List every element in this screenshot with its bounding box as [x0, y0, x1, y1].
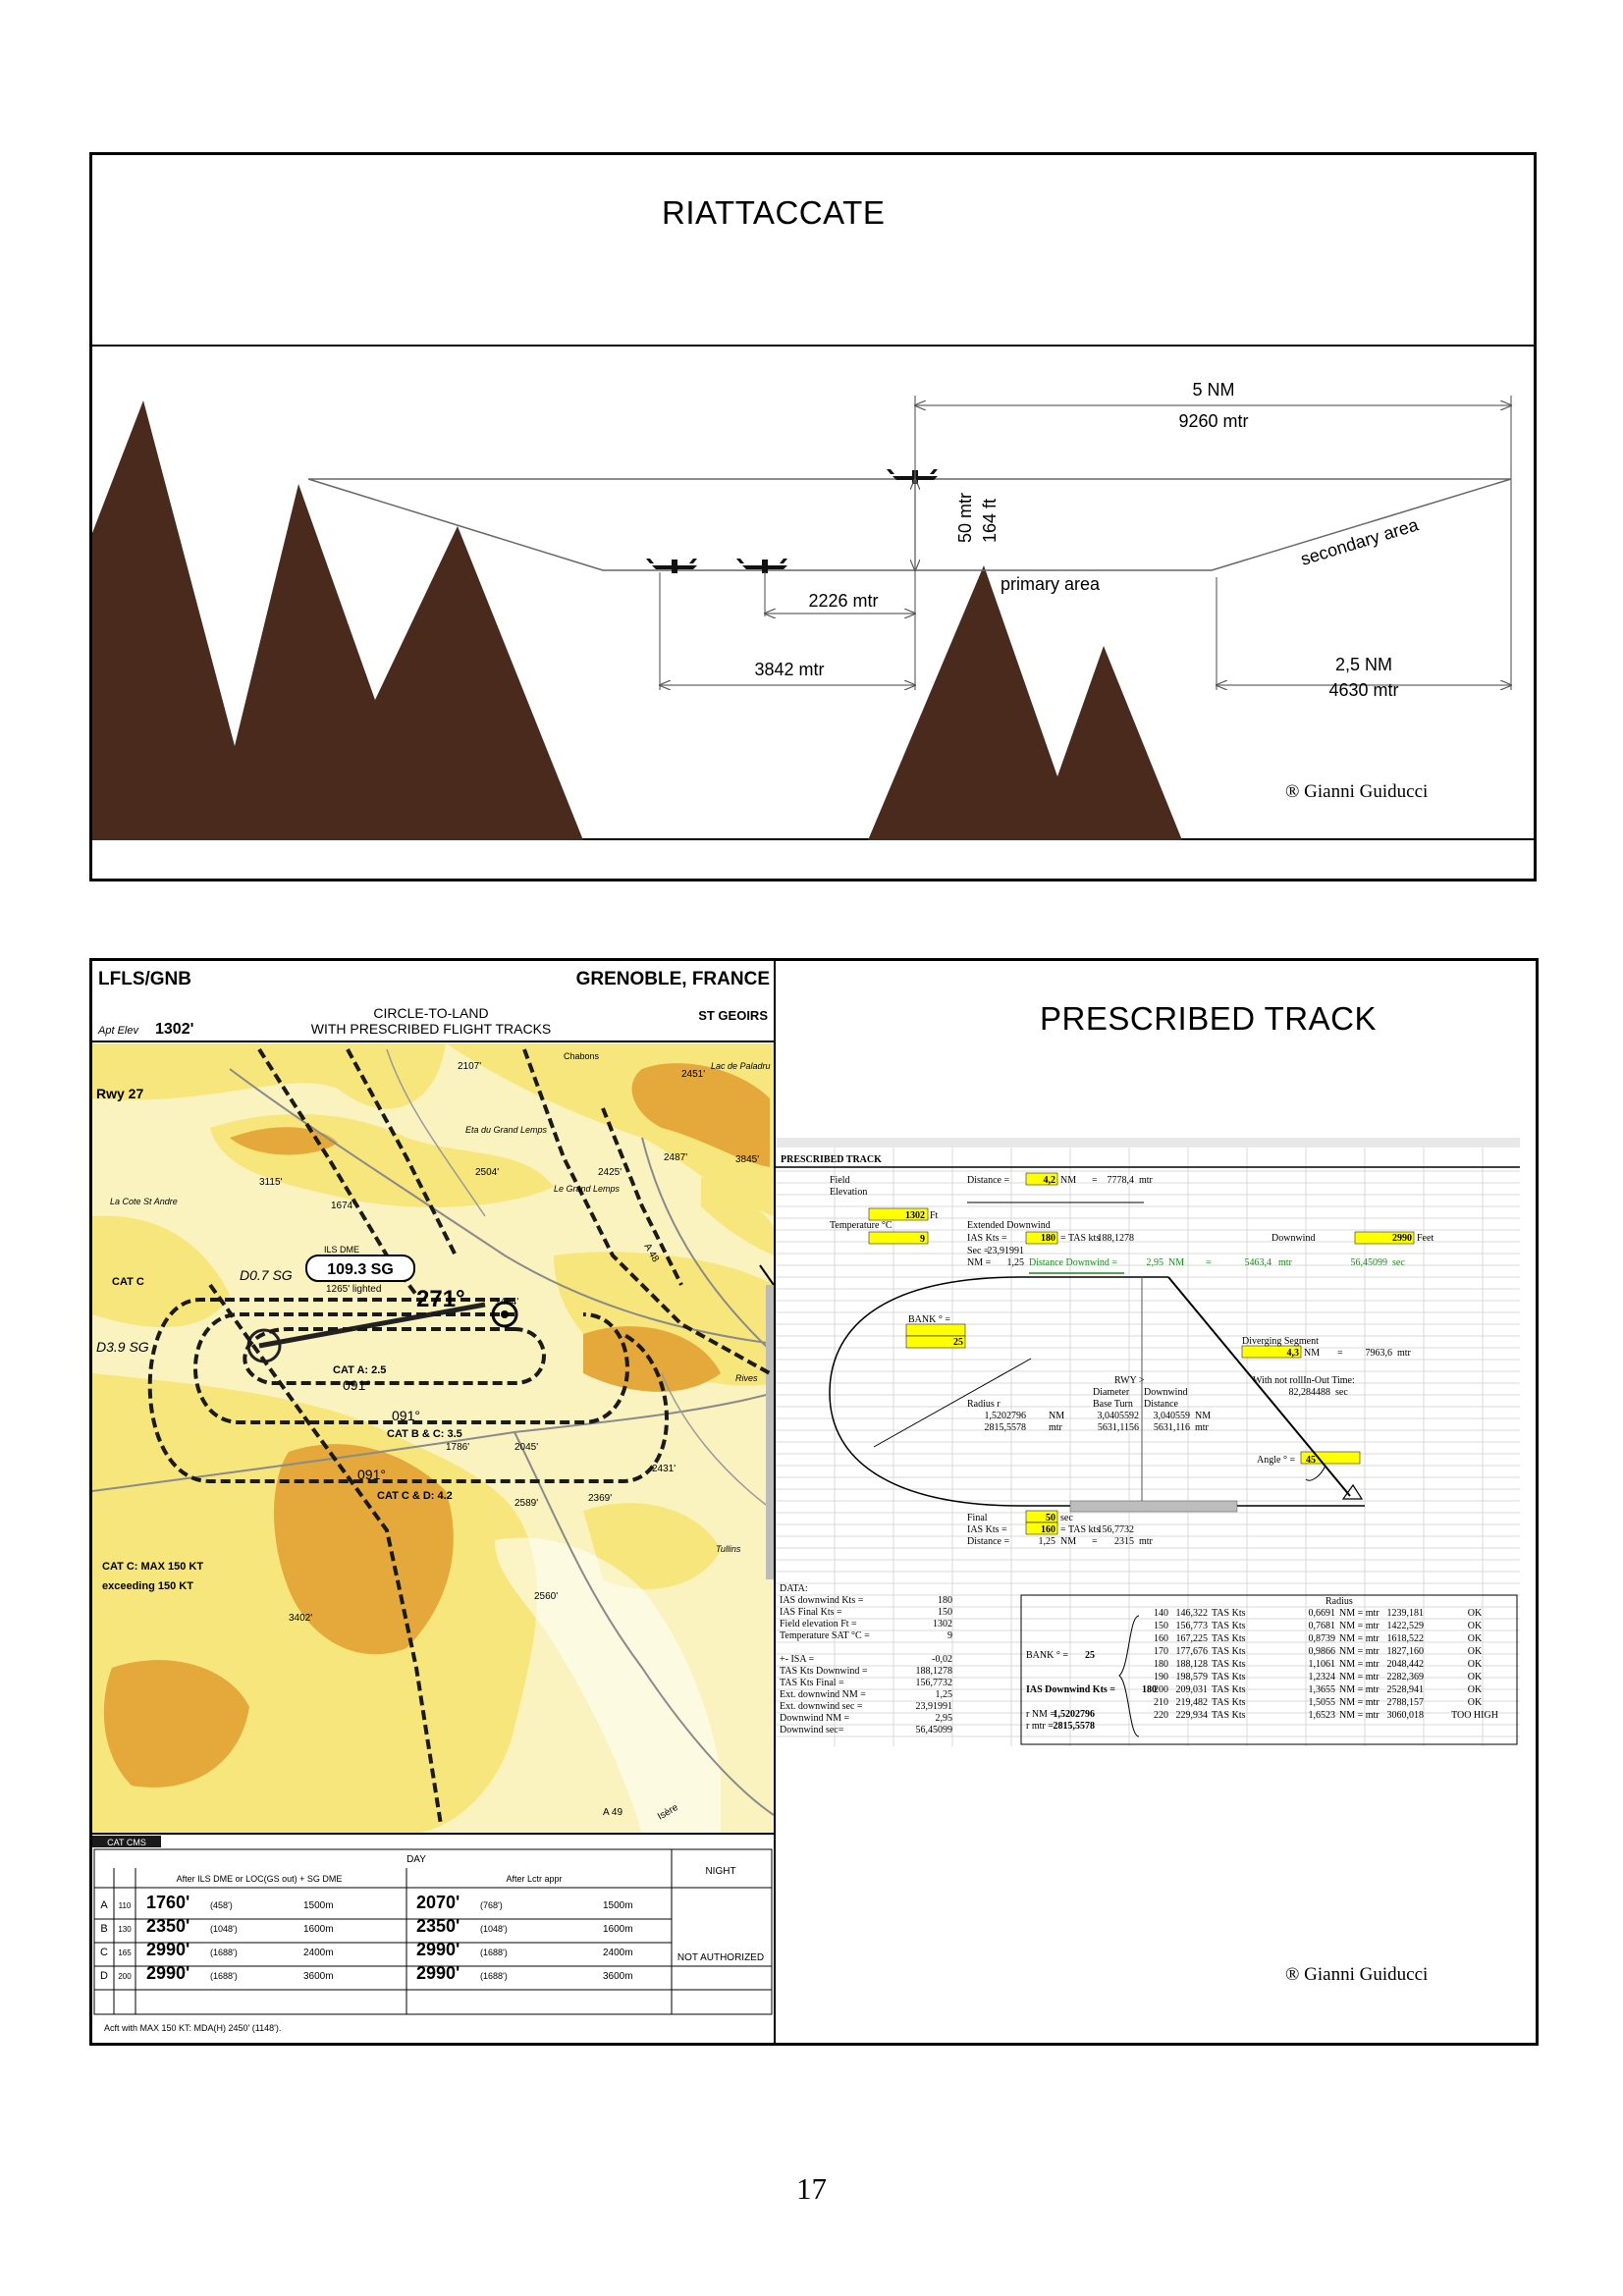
elev-2425: 2425' — [598, 1167, 622, 1178]
data-value: 56,45099 — [915, 1725, 952, 1735]
min-h1: (1048') — [210, 1924, 238, 1934]
not-authorized: NOT AUTHORIZED — [676, 1952, 765, 1963]
sh-downwind-ft: 2990 — [1392, 1233, 1412, 1244]
radius-nm-mtr: NM = mtr — [1339, 1684, 1380, 1695]
sh-div-eq: = — [1337, 1348, 1343, 1359]
sh-final: Final — [967, 1513, 988, 1523]
min-mda1: 2990' — [146, 1963, 190, 1983]
sh-dwd-mtr: 5631,116 — [1153, 1422, 1190, 1433]
sh-angle-value: 45 — [1306, 1455, 1316, 1466]
data-value: 1,25 — [935, 1689, 952, 1700]
radius-mtr: 1422,529 — [1386, 1621, 1424, 1631]
min-cat: C — [100, 1947, 108, 1958]
sh-diam-mtr: 5631,1156 — [1097, 1422, 1139, 1433]
min-mda2: 2070' — [416, 1893, 460, 1912]
sh-downwind: Downwind — [1271, 1233, 1316, 1244]
radius-nm-mtr: NM = mtr — [1339, 1608, 1380, 1619]
min-mda1: 1760' — [146, 1893, 190, 1912]
sh-sec-label: Sec = — [967, 1246, 990, 1256]
radius-mtr: 2048,442 — [1386, 1659, 1424, 1670]
min-h1: (1688') — [210, 1948, 238, 1957]
dim-50mtr-label: 50 mtr — [955, 492, 975, 543]
sh-dd-sec-unit: sec — [1392, 1257, 1405, 1268]
min-vis1: 1600m — [303, 1924, 334, 1935]
radius-status: TOO HIGH — [1451, 1710, 1498, 1721]
radius-status: OK — [1467, 1672, 1483, 1682]
elev-2451: 2451' — [681, 1069, 706, 1080]
sh-nm-value: 1,25 — [1006, 1257, 1024, 1268]
chart-subtitle2: WITH PRESCRIBED FLIGHT TRACKS — [310, 1021, 552, 1037]
radius-unit: TAS Kts — [1212, 1621, 1246, 1631]
sh-dist-downwind: Distance Downwind = — [1029, 1257, 1118, 1268]
radius-ias: 210 — [1154, 1697, 1168, 1708]
secondary-area-label: secondary area — [1298, 514, 1421, 569]
data-value: 2,95 — [935, 1713, 952, 1724]
radius-ias: 180 — [1154, 1659, 1168, 1670]
sh-angle: Angle ° = — [1257, 1455, 1296, 1466]
elev-3402: 3402' — [289, 1613, 313, 1624]
sh-tas-kts: = TAS kts — [1060, 1233, 1101, 1244]
radius-mtr: 2788,157 — [1386, 1697, 1424, 1708]
town-chabons: Chabons — [564, 1051, 600, 1061]
elev-2369: 2369' — [588, 1493, 613, 1504]
radius-ias: 190 — [1154, 1672, 1168, 1682]
data-value: 1302 — [933, 1619, 952, 1629]
radius-mtr: 3060,018 — [1386, 1710, 1424, 1721]
sh-feet: Feet — [1417, 1233, 1434, 1244]
road-a48: A 48 — [641, 1242, 661, 1264]
st-geoirs: ST GEOIRS — [698, 1008, 768, 1023]
radius-status: OK — [1467, 1633, 1483, 1644]
go-around-diagram — [92, 155, 1534, 881]
sh-dd-sec: 56,45099 — [1350, 1257, 1387, 1268]
sh-temp-value: 9 — [920, 1234, 925, 1245]
sh-rwy: RWY > — [1114, 1375, 1145, 1386]
radius-status: OK — [1467, 1684, 1483, 1695]
sh-bank-value: 25 — [953, 1337, 963, 1348]
radius-unit: TAS Kts — [1212, 1659, 1246, 1670]
town-lac: Lac de Paladru — [711, 1061, 771, 1071]
radius-tas: 198,579 — [1175, 1672, 1208, 1682]
sh-elev-unit: Ft — [930, 1210, 939, 1221]
min-cat: B — [100, 1923, 108, 1935]
radius-status: OK — [1467, 1697, 1483, 1708]
radius-mtr: 2528,941 — [1386, 1684, 1424, 1695]
cat-bc-label: CAT B & C: 3.5 — [387, 1428, 462, 1440]
radius-status: OK — [1467, 1659, 1483, 1670]
sh-r-nm-unit: NM — [1049, 1411, 1065, 1421]
sh-dd-nm-unit: NM — [1168, 1257, 1185, 1268]
sh-final-nm: 1,25 — [1038, 1536, 1055, 1547]
sheet-heading: PRESCRIBED TRACK — [781, 1154, 882, 1165]
apt-elev-value: 1302' — [155, 1021, 194, 1038]
sh-base-turn: Base Turn — [1093, 1399, 1133, 1410]
sh-dw-distance: Distance — [1144, 1399, 1178, 1410]
elev-3845: 3845' — [735, 1154, 760, 1165]
radius-tas: 167,225 — [1175, 1633, 1208, 1644]
radius-nm-mtr: NM = mtr — [1339, 1672, 1380, 1682]
sh-with-not: With not rollIn-Out Time: — [1253, 1375, 1355, 1386]
radius-unit: TAS Kts — [1212, 1672, 1246, 1682]
radius-unit: TAS Kts — [1212, 1646, 1246, 1657]
dim-4630-label: 4630 mtr — [1328, 680, 1399, 700]
cat-cd-label: CAT C & D: 4.2 — [377, 1490, 453, 1502]
min-footnote: Acft with MAX 150 KT: MDA(H) 2450' (1148'). — [104, 2023, 282, 2033]
radius-status: OK — [1467, 1646, 1483, 1657]
radius-tas: 156,773 — [1175, 1621, 1208, 1631]
primary-area-label: primary area — [1001, 574, 1101, 594]
sh-distance-mtr: 7778,4 — [1107, 1175, 1134, 1186]
elev-1674: 1674' — [331, 1201, 355, 1211]
sh-r-nm: 1,5202796 — [984, 1411, 1026, 1421]
radius-nm: 0,8739 — [1308, 1633, 1335, 1644]
radius-unit: TAS Kts — [1212, 1710, 1246, 1721]
sh-data-title: DATA: — [780, 1583, 808, 1594]
town-cote: La Cote St Andre — [110, 1197, 178, 1206]
sh-nm1: NM — [1060, 1175, 1077, 1186]
radius-nm-mtr: NM = mtr — [1339, 1710, 1380, 1721]
note1: CAT C: MAX 150 KT — [102, 1561, 204, 1573]
hdg-091b: 091° — [392, 1408, 420, 1423]
min-cat: A — [100, 1899, 108, 1911]
min-speed: 165 — [118, 1949, 132, 1957]
cat-a-label: CAT A: 2.5 — [333, 1364, 387, 1376]
data-label: TAS Kts Final = — [780, 1678, 844, 1688]
radius-ias: 200 — [1154, 1684, 1168, 1695]
min-mda1: 2350' — [146, 1916, 190, 1936]
radius-status: OK — [1467, 1608, 1483, 1619]
sh-r-mtr: 2815,5578 — [984, 1422, 1026, 1433]
chart-header-left: LFLS/GNB — [98, 969, 191, 989]
sh-bank2-value: 25 — [1085, 1650, 1095, 1661]
sh-final-sec: 50 — [1046, 1513, 1055, 1523]
data-label: Field elevation Ft = — [780, 1619, 857, 1629]
elev-2045: 2045' — [514, 1442, 539, 1453]
data-label: IAS downwind Kts = — [780, 1595, 864, 1606]
radius-nm: 1,2324 — [1308, 1672, 1335, 1682]
dim-2-5nm-label: 2,5 NM — [1334, 655, 1393, 674]
radius-ias: 220 — [1154, 1710, 1168, 1721]
dim-3842-label: 3842 mtr — [754, 660, 825, 679]
min-speed: 200 — [118, 1972, 132, 1981]
sh-final-dist-label: Distance = — [967, 1536, 1010, 1547]
sh-ias-value: 180 — [1041, 1233, 1055, 1244]
elev-2589: 2589' — [514, 1498, 539, 1509]
radius-ias: 170 — [1154, 1646, 1168, 1657]
radius-unit: TAS Kts — [1212, 1608, 1246, 1619]
radius-nm-mtr: NM = mtr — [1339, 1621, 1380, 1631]
radius-mtr: 1618,522 — [1386, 1633, 1424, 1644]
sh-diam-nm: 3,0405592 — [1097, 1411, 1139, 1421]
sh-final-mtr-unit: mtr — [1139, 1536, 1153, 1547]
sh-diameter: Diameter — [1093, 1387, 1130, 1398]
sh-field: Field — [830, 1175, 850, 1186]
sh-tas-value: 188,1278 — [1097, 1233, 1134, 1244]
min-night: NIGHT — [705, 1866, 736, 1877]
data-value: 23,91991 — [915, 1701, 952, 1712]
dim-5nm-label: 5 NM — [1192, 380, 1235, 400]
sh-final-ias: 160 — [1041, 1524, 1055, 1535]
sh-elevation: Elevation — [830, 1187, 868, 1198]
min-mda2: 2990' — [416, 1963, 460, 1983]
sh-dw-downwind: Downwind — [1144, 1387, 1188, 1398]
sh-final-mtr: 2315 — [1114, 1536, 1134, 1547]
radius-mtr: 2282,369 — [1386, 1672, 1424, 1682]
radius-nm-mtr: NM = mtr — [1339, 1646, 1380, 1657]
min-cat: D — [100, 1970, 108, 1982]
sh-final-nm-unit: NM — [1060, 1536, 1077, 1547]
chart-subtitle1: CIRCLE-TO-LAND — [373, 1005, 489, 1021]
sh-elev-value: 1302 — [905, 1210, 925, 1221]
radius-tas: 219,482 — [1175, 1697, 1208, 1708]
sh-rmtr-value: 2815,5578 — [1053, 1721, 1095, 1732]
copyright: ® Gianni Guiducci — [1285, 1964, 1429, 1985]
dim-164ft-label: 164 ft — [980, 498, 1000, 543]
min-after-ils: After ILS DME or LOC(GS out) + SG DME — [176, 1874, 343, 1884]
radius-tas: 177,676 — [1175, 1646, 1208, 1657]
min-vis1: 3600m — [303, 1971, 334, 1982]
radius-tas: 209,031 — [1175, 1684, 1208, 1695]
data-value: 188,1278 — [915, 1666, 952, 1677]
radius-nm: 1,1061 — [1308, 1659, 1335, 1670]
radius-nm: 1,5055 — [1308, 1697, 1335, 1708]
sh-final-eq: = — [1092, 1536, 1098, 1547]
sh-dwd-mtr-unit: mtr — [1195, 1422, 1209, 1433]
town-rives: Rives — [735, 1373, 758, 1383]
elev-1786: 1786' — [446, 1442, 470, 1453]
radius-nm-mtr: NM = mtr — [1339, 1659, 1380, 1670]
elev-2487: 2487' — [664, 1152, 688, 1163]
apt-elev-label: Apt Elev — [98, 1025, 138, 1037]
sh-nm-label: NM = — [967, 1257, 992, 1268]
sh-final-ias-label: IAS Kts = — [967, 1524, 1007, 1535]
radius-status: OK — [1467, 1621, 1483, 1631]
min-h1: (1688') — [210, 1971, 238, 1981]
sh-rnm-label: r NM = — [1026, 1709, 1056, 1720]
data-label: Ext. downwind NM = — [780, 1689, 866, 1700]
min-vis2: 1500m — [603, 1900, 633, 1911]
sh-bank-label: BANK ° = — [908, 1314, 950, 1325]
sh-div-nm-unit: NM — [1304, 1348, 1321, 1359]
radius-unit: TAS Kts — [1212, 1684, 1246, 1695]
riattaccate-title: RIATTACCATE — [662, 194, 886, 231]
sh-div-mtr: 7963,6 — [1365, 1348, 1392, 1359]
data-value: 156,7732 — [915, 1678, 952, 1688]
sh-ias-downwind: IAS Downwind Kts = — [1026, 1684, 1116, 1695]
sh-final-sec-unit: sec — [1060, 1513, 1073, 1523]
prescribed-track-title: PRESCRIBED TRACK — [1040, 1000, 1377, 1037]
sh-dd-mtr: 5463,4 — [1244, 1257, 1271, 1268]
min-vis2: 2400m — [603, 1948, 633, 1958]
sh-rmtr-label: r mtr = — [1026, 1721, 1054, 1732]
min-speed: 110 — [118, 1901, 132, 1910]
copyright: ® Gianni Guiducci — [1285, 781, 1429, 802]
min-speed: 130 — [118, 1925, 132, 1934]
radius-tas: 229,934 — [1175, 1710, 1208, 1721]
town-legrand: Le Grand Lemps — [554, 1184, 621, 1194]
chart-header-right: GRENOBLE, FRANCE — [575, 969, 770, 989]
elev-1454: 1454' — [495, 1297, 519, 1308]
aircraft-icon — [887, 469, 938, 484]
ils-dme-label: ILS DME — [324, 1245, 360, 1255]
radius-nm-mtr: NM = mtr — [1339, 1633, 1380, 1644]
min-vis2: 3600m — [603, 1971, 633, 1982]
min-after-lctr: After Lctr appr — [506, 1874, 563, 1884]
elev-2431: 2431' — [652, 1464, 676, 1474]
radius-nm: 0,6691 — [1308, 1608, 1335, 1619]
data-label: Ext. downwind sec = — [780, 1701, 863, 1712]
radius-nm: 1,3655 — [1308, 1684, 1335, 1695]
sh-distance-label: Distance = — [967, 1175, 1010, 1186]
min-h2: (1688') — [480, 1948, 508, 1957]
data-value: -0,02 — [932, 1654, 952, 1665]
sh-mtr1: mtr — [1139, 1175, 1153, 1186]
sh-div-nm: 4,3 — [1286, 1348, 1299, 1359]
minima-title: CAT CMS — [107, 1838, 146, 1847]
min-vis1: 1500m — [303, 1900, 334, 1911]
spreadsheet — [776, 1138, 1522, 1844]
data-value: 9 — [947, 1630, 952, 1641]
min-mda2: 2350' — [416, 1916, 460, 1936]
sh-dwd-nm: 3,040559 — [1153, 1411, 1190, 1421]
radius-tas: 146,322 — [1175, 1608, 1208, 1619]
sh-dd-nm: 2,95 — [1146, 1257, 1163, 1268]
elev-3115: 3115' — [259, 1177, 283, 1188]
sh-sec-value: 23,91991 — [987, 1246, 1024, 1256]
note2: exceeding 150 KT — [102, 1580, 193, 1592]
data-label: IAS Final Kts = — [780, 1607, 842, 1618]
radius-nm-mtr: NM = mtr — [1339, 1697, 1380, 1708]
radius-ias: 160 — [1154, 1633, 1168, 1644]
sh-dd-mtr-unit: mtr — [1278, 1257, 1292, 1268]
min-h2: (1048') — [480, 1924, 508, 1934]
sh-temperature: Temperature °C — [830, 1220, 893, 1231]
radius-unit: TAS Kts — [1212, 1697, 1246, 1708]
d07-label: D0.7 SG — [240, 1267, 293, 1283]
hdg-091c: 091° — [357, 1467, 386, 1482]
town-tullins: Tullins — [716, 1544, 741, 1554]
sh-with-not-sec-unit: sec — [1335, 1387, 1348, 1398]
min-day: DAY — [406, 1854, 426, 1865]
prescribed-track-panel — [89, 958, 1539, 2046]
data-value: 150 — [938, 1607, 952, 1618]
sh-ias-downwind-value: 180 — [1142, 1684, 1157, 1695]
sh-rnm-value: 1,5202796 — [1053, 1709, 1095, 1720]
min-h2: (1688') — [480, 1971, 508, 1981]
hdg-091a: 091° — [343, 1377, 371, 1393]
dim-2226-label: 2226 mtr — [808, 591, 879, 611]
elev-2107: 2107' — [458, 1061, 482, 1072]
cat-c-label: CAT C — [112, 1276, 144, 1288]
riattaccate-panel — [89, 152, 1537, 881]
sh-ias-kts: IAS Kts = — [967, 1233, 1007, 1244]
sh-r-mtr-unit: mtr — [1049, 1422, 1062, 1433]
river-isere: Isère — [656, 1801, 680, 1823]
sh-ext-downwind: Extended Downwind — [967, 1220, 1051, 1231]
radius-nm: 0,7681 — [1308, 1621, 1335, 1631]
sh-final-tas-label: = TAS kts — [1060, 1524, 1101, 1535]
road-a49: A 49 — [603, 1807, 623, 1818]
sh-eq1: = — [1092, 1175, 1098, 1186]
sh-distance-value: 4,2 — [1043, 1175, 1055, 1186]
min-h1: (458') — [210, 1900, 233, 1910]
data-label: TAS Kts Downwind = — [780, 1666, 868, 1677]
radius-tas: 188,128 — [1175, 1659, 1208, 1670]
d39-label: D3.9 SG — [96, 1339, 149, 1355]
sh-radius-r: Radius r — [967, 1399, 1001, 1410]
data-label: Temperature SAT °C = — [780, 1630, 870, 1641]
min-vis1: 2400m — [303, 1948, 334, 1958]
sh-bank2: BANK ° = — [1026, 1650, 1068, 1661]
radius-unit: TAS Kts — [1212, 1633, 1246, 1644]
sh-div-mtr-unit: mtr — [1397, 1348, 1411, 1359]
min-mda2: 2990' — [416, 1940, 460, 1959]
radius-nm: 1,6523 — [1308, 1710, 1335, 1721]
min-h2: (768') — [480, 1900, 503, 1910]
sh-with-not-sec: 82,284488 — [1288, 1387, 1330, 1398]
sh-radius-title: Radius — [1325, 1596, 1353, 1607]
radius-ias: 140 — [1154, 1608, 1168, 1619]
sh-diverging: Diverging Segment — [1242, 1336, 1319, 1347]
sh-dwd-nm-unit: NM — [1195, 1411, 1212, 1421]
elev-2560: 2560' — [534, 1591, 559, 1602]
lighted-label: 1265' lighted — [326, 1284, 382, 1295]
min-vis2: 1600m — [603, 1924, 633, 1935]
town-eta: Eta du Grand Lemps — [465, 1125, 548, 1135]
radius-mtr: 1239,181 — [1386, 1608, 1424, 1619]
sh-dd-eq: = — [1206, 1257, 1212, 1268]
elev-2504: 2504' — [475, 1167, 500, 1178]
data-value: 180 — [938, 1595, 952, 1606]
page-number: 17 — [796, 2171, 827, 2206]
data-label: Downwind sec= — [780, 1725, 844, 1735]
radius-ias: 150 — [1154, 1621, 1168, 1631]
rwy-label: Rwy 27 — [96, 1086, 144, 1101]
radius-nm: 0,9866 — [1308, 1646, 1335, 1657]
data-label: +- ISA = — [780, 1654, 815, 1665]
hdg-271: 271° — [416, 1286, 465, 1312]
freq-box: 109.3 SG — [327, 1261, 394, 1278]
radius-mtr: 1827,160 — [1386, 1646, 1424, 1657]
sh-final-tas: 156,7732 — [1097, 1524, 1134, 1535]
mountain-left — [92, 400, 583, 840]
data-label: Downwind NM = — [780, 1713, 850, 1724]
dim-9260-label: 9260 mtr — [1178, 411, 1249, 431]
min-mda1: 2990' — [146, 1940, 190, 1959]
approach-chart — [92, 961, 774, 2043]
